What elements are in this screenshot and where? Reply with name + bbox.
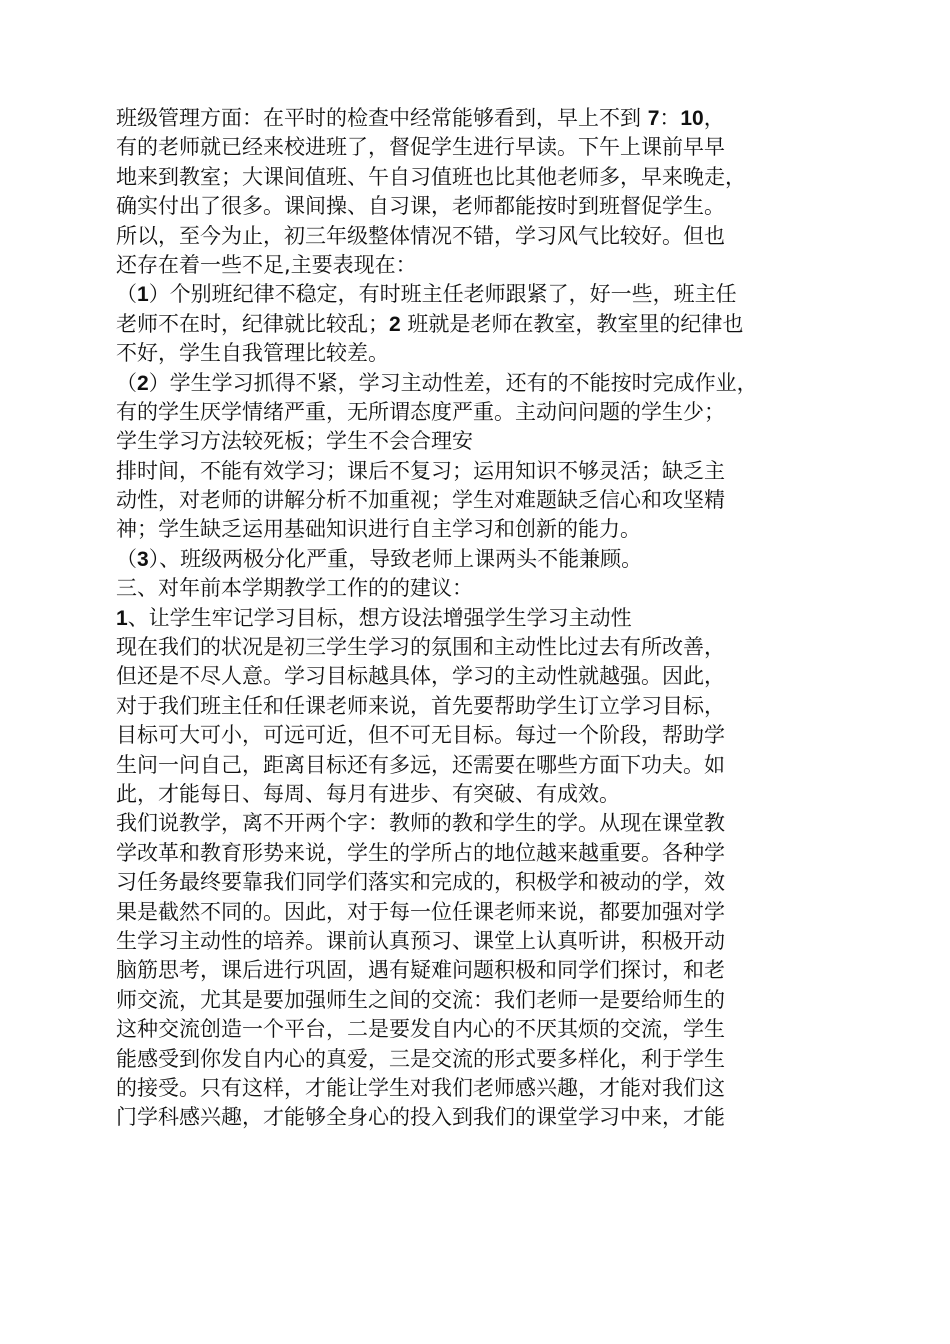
text-line: 还存在着一些不足,主要表现在：: [116, 252, 417, 277]
text-line: 有的学生厌学情绪严重，无所谓态度严重。主动问问题的学生少；: [116, 399, 725, 424]
text-line: 地来到教室；大课间值班、午自习值班也比其他老师多，早来晚走，: [116, 164, 746, 189]
text-line: 能感受到你发自内心的真爱，三是交流的形式要多样化，利于学生: [116, 1046, 725, 1071]
text-line: 目标可大可小，可远可近，但不可无目标。每过一个阶段，帮助学: [116, 723, 725, 748]
number-text: 3: [137, 547, 149, 571]
text-line: （1）个别班纪律不稳定，有时班主任老师跟紧了，好一些，班主任: [116, 282, 737, 307]
text-line: 神；学生缺乏运用基础知识进行自主学习和创新的能力。: [116, 517, 641, 542]
text-line: 排时间，不能有效学习；课后不复习；运用知识不够灵活；缺乏主: [116, 458, 725, 483]
number-text: 1: [137, 283, 149, 307]
text-line: 老师不在时，纪律就比较乱；2 班就是老师在教室，教室里的纪律也: [116, 311, 744, 336]
text-line: 对于我们班主任和任课老师来说，首先要帮助学生订立学习目标，: [116, 693, 725, 718]
text-line: 所以，至今为止，初三年级整体情况不错，学习风气比较好。但也: [116, 223, 725, 248]
text-line: 学生学习方法较死板；学生不会合理安: [116, 429, 473, 454]
text-line: 动性，对老师的讲解分析不加重视；学生对难题缺乏信心和攻坚精: [116, 488, 725, 513]
text-line: 但还是不尽人意。学习目标越具体，学习的主动性就越强。因此，: [116, 664, 725, 689]
text-line: 的接受。只有这样，才能让学生对我们老师感兴趣，才能对我们这: [116, 1075, 725, 1100]
text-line: 门学科感兴趣，才能够全身心的投入到我们的课堂学习中来，才能: [116, 1105, 725, 1130]
text-line: 脑筋思考，课后进行巩固，遇有疑难问题积极和同学们探讨，和老: [116, 958, 725, 983]
text-line: 生问一问自己，距离目标还有多远，还需要在哪些方面下功夫。如: [116, 752, 725, 777]
text-line: 1、让学生牢记学习目标，想方设法增强学生学习主动性: [116, 605, 632, 630]
text-line: 学改革和教育形势来说，学生的学所占的地位越来越重要。各种学: [116, 840, 725, 865]
text-line: （3）、班级两极分化严重，导致老师上课两头不能兼顾。: [116, 546, 643, 571]
number-text: 7: [647, 107, 660, 130]
text-line: 确实付出了很多。课间操、自习课，老师都能按时到班督促学生。: [116, 194, 725, 219]
text-line: 这种交流创造一个平台，二是要发自内心的不厌其烦的交流，学生: [116, 1017, 725, 1042]
text-line: 我们说教学，离不开两个字：教师的教和学生的学。从现在课堂教: [116, 811, 725, 836]
text-line: 此，才能每日、每周、每月有进步、有突破、有成效。: [116, 781, 620, 806]
text-line: 习任务最终要靠我们同学们落实和完成的，积极学和被动的学，效: [116, 870, 725, 895]
text-line: （2）学生学习抓得不紧，学习主动性差，还有的不能按时完成作业，: [116, 370, 758, 395]
number-text: 1: [116, 606, 128, 630]
number-text: 10: [680, 107, 704, 130]
text-line: 现在我们的状况是初三学生学习的氛围和主动性比过去有所改善，: [116, 635, 725, 660]
text-line: 不好，学生自我管理比较差。: [116, 341, 389, 366]
text-line: 师交流，尤其是要加强师生之间的交流：我们老师一是要给师生的: [116, 987, 725, 1012]
document-body: [116, 104, 876, 1133]
text-line: 生学习主动性的培养。课前认真预习、课堂上认真听讲，积极开动: [116, 928, 725, 953]
text-line: 班级管理方面：在平时的检查中经常能够看到，早上不到 7：10，: [116, 106, 725, 130]
text-line: 有的老师就已经来校进班了，督促学生进行早读。下午上课前早早: [116, 135, 725, 160]
number-text: 2: [137, 371, 149, 395]
text-line: 三、对年前本学期教学工作的的建议：: [116, 576, 473, 601]
text-line: 果是截然不同的。因此，对于每一位任课老师来说，都要加强对学: [116, 899, 725, 924]
number-text: 2: [389, 312, 401, 336]
